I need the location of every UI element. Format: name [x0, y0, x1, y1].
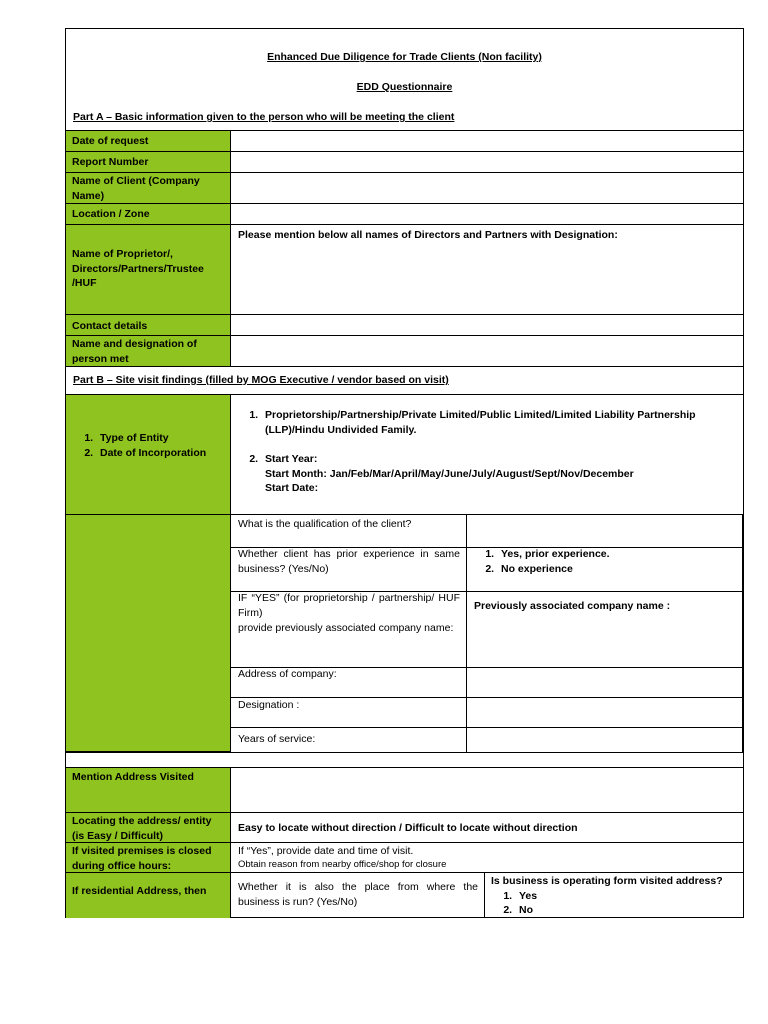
label-proprietor: Name of Proprietor/, Directors/Partners/Trustee /HUF [72, 248, 204, 289]
premises-closed-instruction: If “Yes”, provide date and time of visit. [238, 845, 414, 857]
question-business-run-from-residence: Whether it is also the place from where the business is run? (Yes/No) [238, 881, 478, 908]
questionnaire-frame [65, 28, 744, 918]
part-a-heading: Part A – Basic information given to the person who will be meeting the client [73, 111, 455, 123]
answer-previous-company[interactable]: Previously associated company name : [474, 600, 671, 612]
label-proprietor-cell [66, 225, 231, 315]
field-proprietor[interactable]: Please mention below all names of Directors and Partners with Designation: [231, 225, 743, 315]
entity-label-cell [66, 395, 231, 515]
question-company-address: Address of company: [238, 668, 337, 680]
field-location-zone[interactable] [231, 204, 743, 225]
document-title: Enhanced Due Diligence for Trade Clients (Non facility) [267, 51, 542, 63]
question-previous-company-line1: IF “YES” (for proprietorship / partnership/ HUF Firm) [238, 592, 460, 619]
option-business-operating-yes[interactable]: 1. Yes [515, 889, 743, 904]
question-designation: Designation : [238, 699, 300, 711]
field-premises-closed[interactable] [231, 843, 743, 873]
answer-years-of-service[interactable] [467, 727, 742, 752]
field-client-name[interactable] [231, 173, 743, 204]
label-location-zone: Location / Zone [66, 204, 231, 225]
prior-experience-options [493, 547, 742, 576]
field-report-number[interactable] [231, 152, 743, 173]
question-previous-company-line2: provide previously associated company name: [238, 622, 454, 634]
premises-closed-note: Obtain reason from nearby office/shop for closure [238, 859, 447, 870]
entity-value-cell[interactable] [231, 395, 743, 515]
label-date-of-incorporation: 2. Date of Incorporation [96, 446, 230, 461]
question-years-of-service: Years of service: [238, 733, 316, 745]
label-contact-details: Contact details [66, 315, 231, 336]
label-person-met: Name and designation of person met [66, 336, 231, 367]
document-subtitle: EDD Questionnaire [356, 81, 453, 93]
label-date-of-request: Date of request [66, 131, 231, 152]
answer-prior-experience[interactable] [467, 547, 742, 591]
start-date: Start Date: [265, 482, 319, 494]
label-client-name: Name of Client (Company Name) [66, 173, 231, 204]
question-qualification: What is the qualification of the client? [238, 518, 412, 530]
option-prior-experience-no[interactable]: 2. No experience [497, 562, 742, 577]
business-operating-options [509, 889, 743, 918]
question-prior-experience: Whether client has prior experience in same business? (Yes/No) [238, 548, 460, 575]
answer-business-operating[interactable] [485, 873, 743, 918]
qualification-label-cell [66, 515, 231, 752]
start-month: Start Month: Jan/Feb/Mar/April/May/June/July/August/Sept/Nov/December [265, 467, 634, 480]
answer-designation[interactable] [467, 697, 742, 727]
answer-company-address[interactable] [467, 667, 742, 697]
label-premises-closed: If visited premises is closed during office hours: [66, 843, 231, 873]
incorporation-date-fields [261, 452, 733, 496]
answer-qualification[interactable] [467, 515, 742, 547]
label-locating-address: Locating the address/ entity (is Easy / Difficult) [66, 813, 231, 843]
field-locating-address[interactable]: Easy to locate without direction / Difficult to locate without direction [231, 813, 743, 843]
field-address-visited[interactable] [231, 768, 743, 813]
entity-label-list [90, 431, 230, 460]
label-type-of-entity: 1. Type of Entity [96, 431, 230, 446]
start-year: 2. Start Year: [265, 453, 318, 465]
question-previous-company [232, 591, 466, 667]
entity-value-list [255, 408, 743, 496]
field-contact-details[interactable] [231, 315, 743, 336]
option-business-operating-no[interactable]: 2. No [515, 903, 743, 918]
business-operating-question: Is business is operating form visited address? [491, 875, 723, 887]
label-report-number: Report Number [66, 152, 231, 173]
field-date-of-request[interactable] [231, 131, 743, 152]
label-address-visited: Mention Address Visited [66, 768, 231, 813]
label-residential-address: If residential Address, then [66, 873, 231, 918]
entity-type-options: 1. Proprietorship/Partnership/Private Limited/Public Limited/Limited Liability Partnership (LLP)/Hindu Undivided Family. [261, 408, 733, 437]
option-prior-experience-yes[interactable]: 1. Yes, prior experience. [497, 547, 742, 562]
part-b-heading: Part B – Site visit findings (filled by MOG Executive / vendor based on visit) [66, 367, 743, 395]
field-person-met[interactable] [231, 336, 743, 367]
